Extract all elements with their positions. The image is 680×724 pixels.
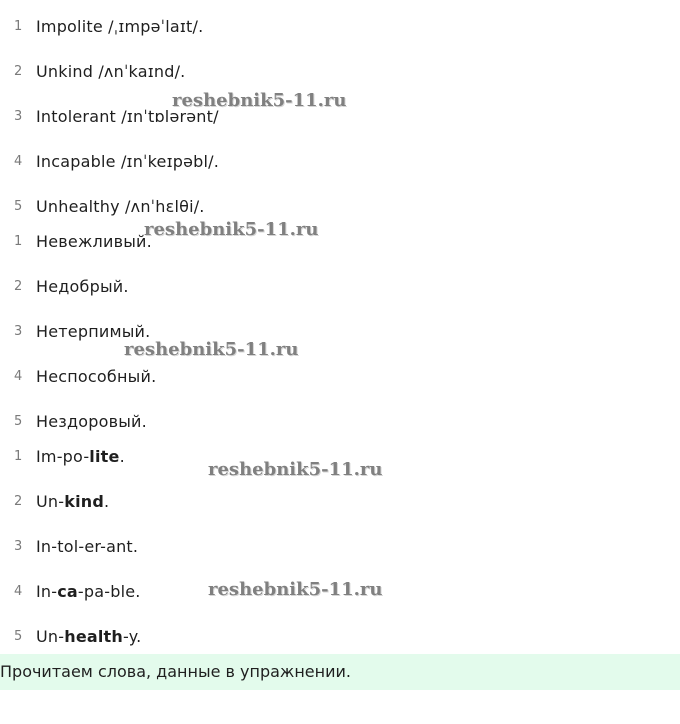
item-number: 1 — [14, 234, 23, 249]
stressed-syllable: lite — [89, 447, 120, 466]
word-transcription: Unkind /ʌnˈkaɪnd/. — [36, 62, 186, 81]
watermark: reshebnik5-11.ru — [208, 579, 383, 600]
translation-text: Нетерпимый. — [36, 322, 151, 341]
translation-text: Недобрый. — [36, 277, 129, 296]
instruction-text: Прочитаем слова, данные в упражнении. — [0, 662, 351, 681]
word-transcription: Incapable /ɪnˈkeɪpəbl/. — [36, 152, 219, 171]
syllable-word: Un-kind. — [36, 492, 110, 511]
item-number: 4 — [14, 154, 23, 169]
item-number: 2 — [14, 279, 23, 294]
item-number: 5 — [14, 629, 23, 644]
word-transcription: Impolite /ˌɪmpəˈlaɪt/. — [36, 17, 204, 36]
instruction-banner — [0, 654, 680, 690]
item-number: 4 — [14, 369, 23, 384]
syllable-word: In-tol-er-ant. — [36, 537, 139, 556]
item-number: 1 — [14, 449, 23, 464]
item-number: 5 — [14, 414, 23, 429]
item-number: 4 — [14, 584, 23, 599]
syllable-word: Im-po-lite. — [36, 447, 125, 466]
item-number: 3 — [14, 324, 23, 339]
watermark: reshebnik5-11.ru — [208, 459, 383, 480]
watermark: reshebnik5-11.ru — [144, 219, 319, 240]
syllable-word: In-ca-pa-ble. — [36, 582, 141, 601]
syllable-word: Un-health-y. — [36, 627, 142, 646]
translation-text: Неспособный. — [36, 367, 157, 386]
stressed-syllable: ca — [57, 582, 78, 601]
watermark: reshebnik5-11.ru — [172, 90, 347, 111]
item-number: 3 — [14, 109, 23, 124]
word-transcription: Intolerant /ɪnˈtɒlərənt/ — [36, 107, 219, 126]
word-transcription: Unhealthy /ʌnˈhɛlθi/. — [36, 197, 205, 216]
item-number: 5 — [14, 199, 23, 214]
item-number: 2 — [14, 64, 23, 79]
translation-text: Нездоровый. — [36, 412, 147, 431]
watermark: reshebnik5-11.ru — [124, 339, 299, 360]
translation-text: Невежливый. — [36, 232, 152, 251]
stressed-syllable: kind — [64, 492, 105, 511]
stressed-syllable: health — [64, 627, 123, 646]
item-number: 1 — [14, 19, 23, 34]
item-number: 2 — [14, 494, 23, 509]
item-number: 3 — [14, 539, 23, 554]
